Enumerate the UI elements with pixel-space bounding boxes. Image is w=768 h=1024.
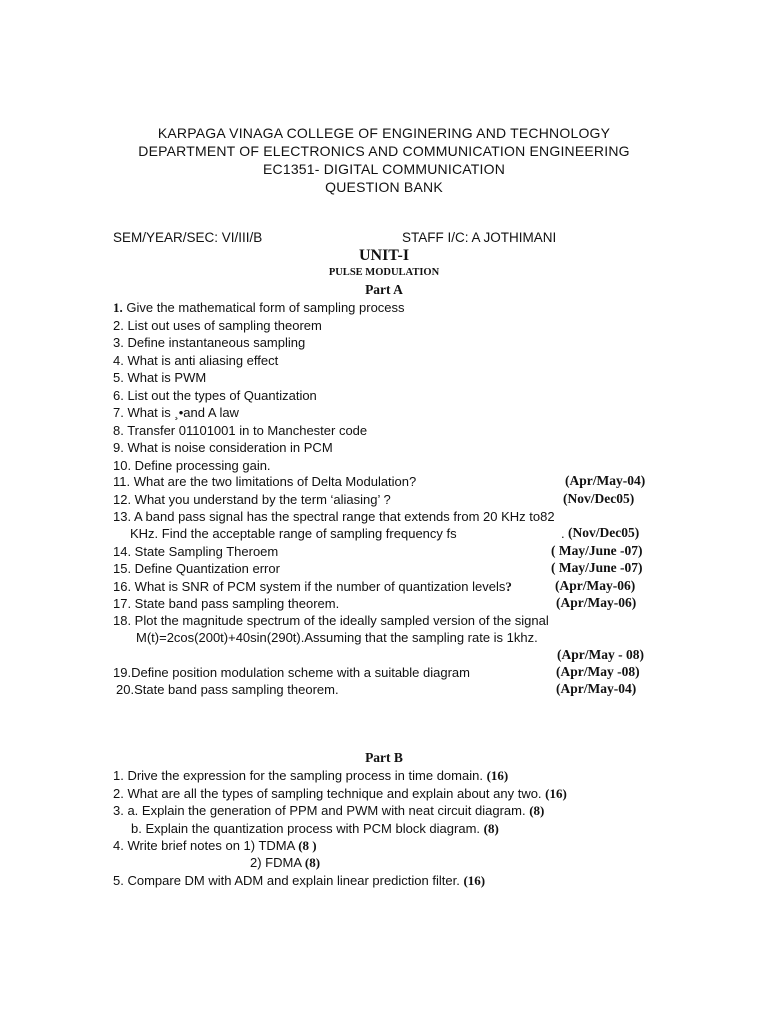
question-a7: 7. What is ¸•and A law (113, 405, 239, 420)
exam-tag-a16: (Apr/May-06) (555, 578, 636, 593)
question-mark: ? (505, 579, 512, 594)
question-a14: 14. State Sampling Theroem (113, 544, 279, 559)
part-b-heading: Part B (365, 750, 403, 765)
sem-year-sec: SEM/YEAR/SEC: VI/III/B (113, 230, 263, 245)
exam-tag-a19: (Apr/May -08) (556, 664, 640, 679)
question-text: 2) FDMA (250, 855, 305, 870)
marks-badge: (8 ) (298, 838, 317, 853)
exam-tag-a20: (Apr/May-04) (556, 681, 637, 696)
question-a3: 3. Define instantaneous sampling (113, 335, 306, 350)
question-a18-line2: M(t)=2cos(200t)+40sin(290t).Assuming that the sampling rate is 1khz. (136, 630, 538, 645)
question-b4a (113, 838, 317, 854)
question-a16 (113, 579, 512, 595)
exam-tag-a13: (Nov/Dec05) (568, 525, 640, 540)
question-text: 3. a. Explain the generation of PPM and PWM with neat circuit diagram. (113, 803, 530, 818)
marks-badge: (8) (529, 803, 545, 818)
question-a1 (113, 300, 405, 316)
exam-tag-a12: (Nov/Dec05) (563, 491, 635, 506)
question-a13-dot: . (561, 526, 565, 541)
question-a12: 12. What you understand by the term ‘aliasing’ ? (113, 492, 391, 507)
question-text: 5. Compare DM with ADM and explain linear prediction filter. (113, 873, 464, 888)
course-title: EC1351- DIGITAL COMMUNICATION (262, 161, 506, 177)
question-a2: 2. List out uses of sampling theorem (113, 318, 322, 333)
marks-badge: (16) (463, 873, 486, 888)
question-a13-line2: KHz. Find the acceptable range of sampling frequency fs (130, 526, 457, 541)
question-b1 (113, 768, 508, 784)
question-b5 (113, 873, 485, 889)
question-text: 2. What are all the types of sampling technique and explain about any two. (113, 786, 546, 801)
question-text: Give the mathematical form of sampling process (122, 300, 405, 315)
document-type: QUESTION BANK (325, 179, 443, 195)
question-a9: 9. What is noise consideration in PCM (113, 440, 333, 455)
question-a5: 5. What is PWM (113, 370, 207, 385)
marks-badge: (16) (486, 768, 509, 783)
question-a20: 20.State band pass sampling theorem. (116, 682, 339, 697)
question-a15: 15. Define Quantization error (113, 561, 280, 576)
exam-tag-a17: (Apr/May-06) (556, 595, 637, 610)
question-text: 16. What is SNR of PCM system if the number of quantization levels (113, 579, 506, 594)
college-name: KARPAGA VINAGA COLLEGE OF ENGINERING AND TECHNOLOGY (157, 125, 611, 141)
unit-subtitle: PULSE MODULATION (328, 267, 440, 278)
department-name: DEPARTMENT OF ELECTRONICS AND COMMUNICATION ENGINEERING (138, 143, 630, 159)
question-a19: 19.Define position modulation scheme with a suitable diagram (113, 665, 470, 680)
marks-badge: (8) (304, 855, 321, 870)
question-text: b. Explain the quantization process with PCM block diagram. (131, 821, 484, 836)
exam-tag-a14: ( May/June -07) (551, 543, 643, 558)
question-a4: 4. What is anti aliasing effect (113, 353, 279, 368)
exam-tag-a11: (Apr/May-04) (565, 473, 646, 488)
question-b4b (250, 855, 320, 871)
question-a18-line1: 18. Plot the magnitude spectrum of the ideally sampled version of the signal (113, 613, 549, 628)
question-b3b (131, 821, 499, 837)
part-a-heading: Part A (365, 282, 403, 297)
question-number: 1. (113, 300, 123, 315)
question-a13-line1: 13. A band pass signal has the spectral range that extends from 20 KHz to82 (113, 509, 555, 524)
marks-badge: (16) (545, 786, 567, 801)
question-a8: 8. Transfer 01101001 in to Manchester code (113, 423, 368, 438)
question-text: 4. Write brief notes on 1) TDMA (113, 838, 299, 853)
question-b2 (113, 786, 567, 802)
marks-badge: (8) (483, 821, 499, 836)
staff-incharge: STAFF I/C: A JOTHIMANI (402, 230, 557, 245)
exam-tag-a15: ( May/June -07) (551, 560, 643, 575)
question-b3a (113, 803, 544, 819)
unit-title: UNIT-I (358, 247, 410, 264)
question-text: 1. Drive the expression for the sampling process in time domain. (113, 768, 487, 783)
question-a10: 10. Define processing gain. (113, 458, 271, 473)
question-a17: 17. State band pass sampling theorem. (113, 596, 340, 611)
exam-tag-a18: (Apr/May - 08) (557, 647, 644, 662)
question-a11: 11. What are the two limitations of Delta Modulation? (113, 474, 417, 489)
question-a6: 6. List out the types of Quantization (113, 388, 317, 403)
